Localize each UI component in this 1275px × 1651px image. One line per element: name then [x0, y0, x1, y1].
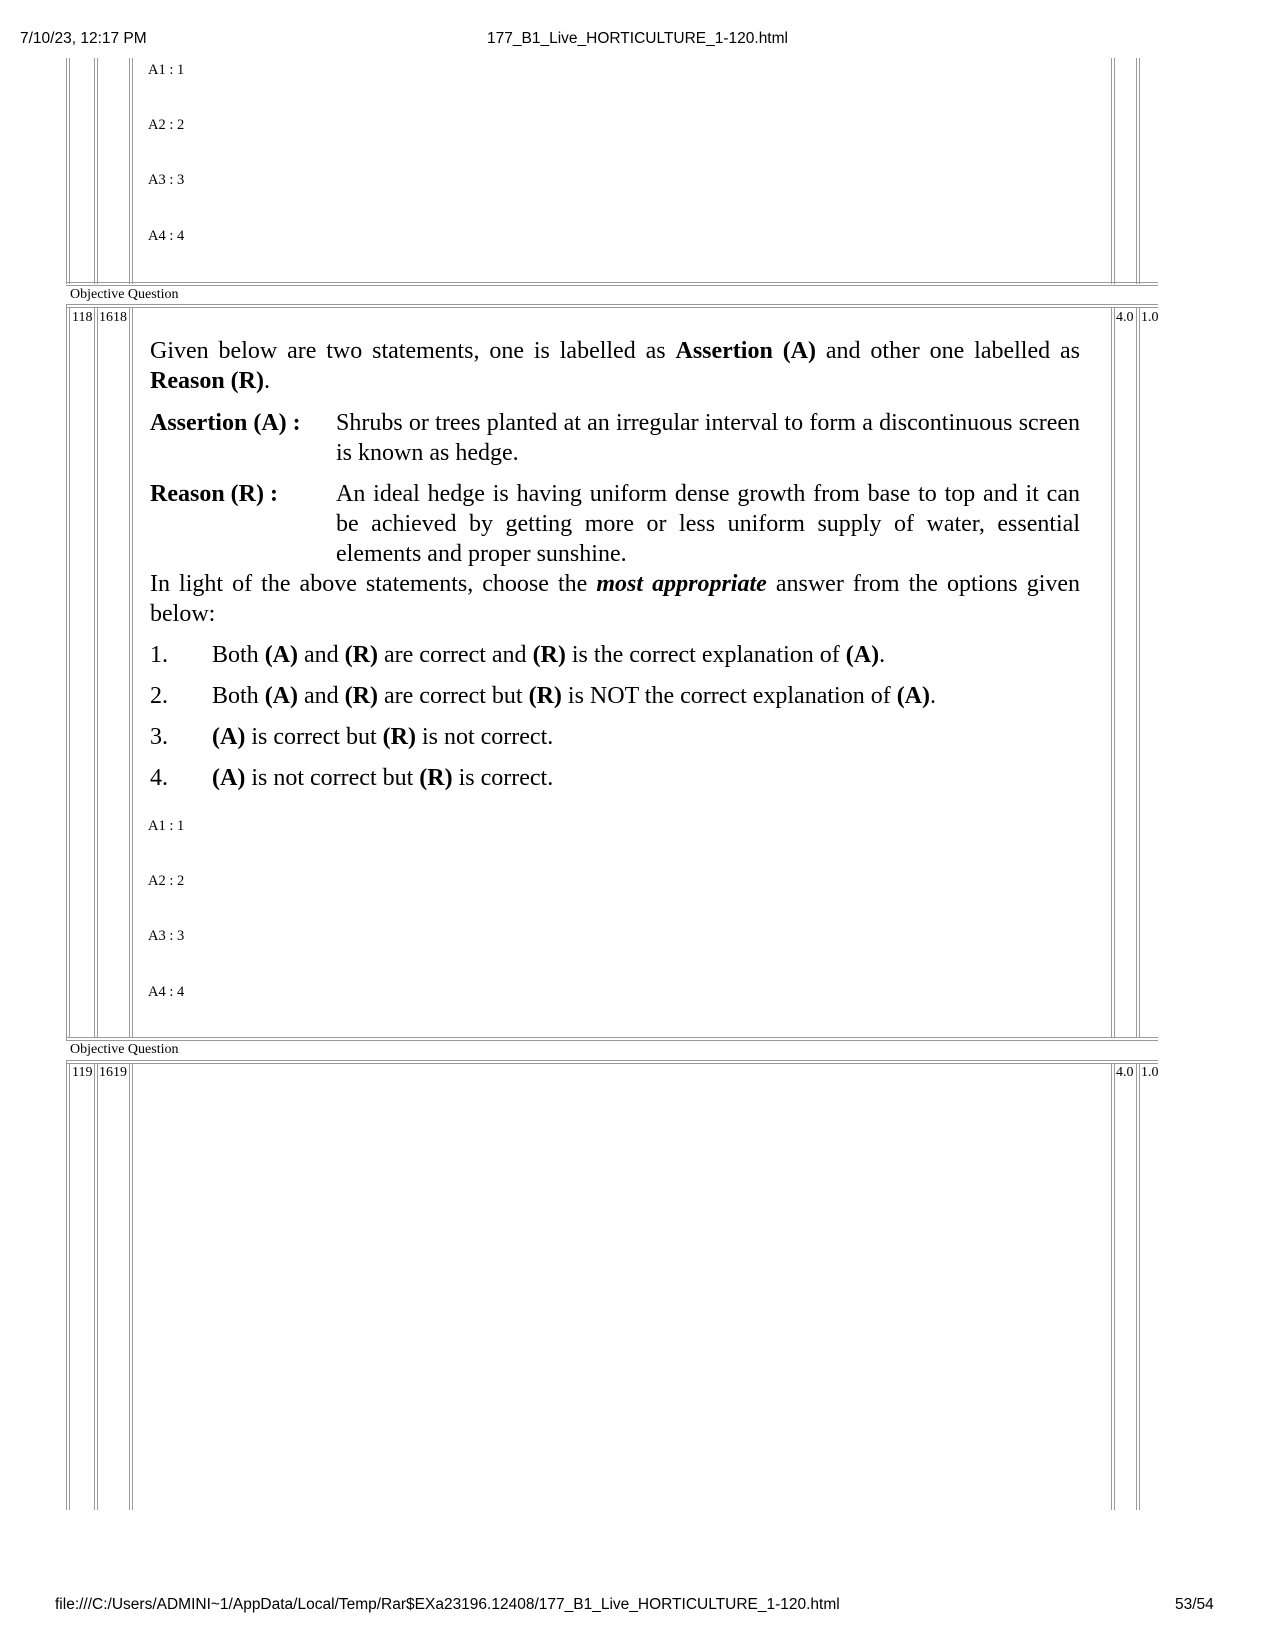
question-intro: Given below are two statements, one is labelled as Assertion (A) and other one labelled as Reason (R). — [150, 338, 1081, 394]
frame-line — [1139, 1063, 1140, 1510]
frame-line — [66, 304, 1158, 305]
frame-line — [129, 1063, 130, 1510]
serial-number: 119 — [72, 1065, 93, 1080]
frame-line — [94, 1063, 95, 1510]
frame-line — [69, 58, 70, 284]
frame-line — [66, 58, 67, 284]
print-datetime: 7/10/23, 12:17 PM — [20, 30, 147, 47]
question-type-label: Objective Question — [70, 287, 179, 302]
file-path: file:///C:/Users/ADMINI~1/AppData/Local/Temp/Rar$EXa23196.12408/177_B1_Live_HORTICULTURE_1-120.html — [55, 1596, 840, 1613]
question-id: 1618 — [99, 310, 127, 325]
frame-line — [1136, 58, 1137, 284]
reason-text: An ideal hedge is having uniform dense growth from base to top and it can be achieved by getting more or less uniform supply of water, essential elements and proper sunshine. — [336, 481, 1080, 567]
frame-line — [1111, 307, 1112, 1037]
question-type-label: Objective Question — [70, 1042, 179, 1057]
marks: 4.0 — [1116, 310, 1134, 325]
print-header — [0, 30, 1275, 50]
answer-option: A3 : 3 — [148, 928, 185, 944]
question-id: 1619 — [99, 1065, 127, 1080]
answer-option: A3 : 3 — [148, 172, 185, 188]
frame-line — [66, 304, 67, 1040]
frame-line — [66, 1037, 1158, 1038]
print-doc-title: 177_B1_Live_HORTICULTURE_1-120.html — [487, 30, 788, 47]
frame-line — [132, 1063, 133, 1510]
instruction: In light of the above statements, choose the most appropriate answer from the options given below: — [150, 571, 1081, 627]
frame-line — [97, 1063, 98, 1510]
frame-line — [66, 1063, 1158, 1064]
frame-line — [1114, 1063, 1115, 1510]
frame-line — [1111, 58, 1112, 284]
option-4: 4. (A) is not correct but (R) is correct. — [150, 765, 554, 791]
answer-option: A1 : 1 — [148, 818, 185, 834]
option-3: 3. (A) is correct but (R) is not correct. — [150, 724, 554, 750]
frame-line — [1111, 1063, 1112, 1510]
page-number: 53/54 — [1175, 1596, 1214, 1613]
frame-line — [132, 307, 133, 1037]
serial-number: 118 — [72, 310, 93, 325]
answer-option: A4 : 4 — [148, 228, 185, 244]
frame-line — [69, 307, 70, 1037]
option-1: 1. Both (A) and (R) are correct and (R) is the correct explanation of (A). — [150, 642, 886, 668]
assertion-text: Shrubs or trees planted at an irregular interval to form a discontinuous screen is known as hedge. — [336, 410, 1080, 466]
print-footer — [0, 1596, 1275, 1616]
frame-line — [97, 58, 98, 284]
marks: 4.0 — [1116, 1065, 1134, 1080]
frame-line — [66, 1060, 1158, 1061]
option-list — [150, 640, 1080, 793]
frame-line — [94, 58, 95, 284]
frame-line — [129, 58, 130, 284]
negative-marks: 1.0 — [1141, 1065, 1158, 1080]
answer-option: A2 : 2 — [148, 873, 185, 889]
frame-line — [1136, 307, 1137, 1037]
frame-line — [1136, 1063, 1137, 1510]
reason — [150, 479, 1080, 569]
assertion-label: Assertion (A) : — [150, 410, 301, 436]
frame-line — [66, 282, 1158, 283]
question-body — [150, 336, 1080, 793]
option-2: 2. Both (A) and (R) are correct but (R) is NOT the correct explanation of (A). — [150, 683, 937, 709]
frame-line — [1139, 307, 1140, 1037]
frame-line — [66, 307, 1158, 308]
frame-line — [69, 1063, 70, 1510]
answer-option: A2 : 2 — [148, 117, 185, 133]
frame-line — [1114, 58, 1115, 284]
frame-line — [66, 1040, 1158, 1041]
frame-line — [97, 307, 98, 1037]
frame-line — [1114, 307, 1115, 1037]
assertion — [150, 408, 1080, 468]
frame-line — [1139, 58, 1140, 284]
frame-line — [129, 307, 130, 1037]
frame-line — [132, 58, 133, 284]
negative-marks: 1.0 — [1141, 310, 1158, 325]
frame-line — [66, 285, 1158, 286]
answer-option: A1 : 1 — [148, 62, 185, 78]
frame-line — [66, 1060, 67, 1510]
frame-line — [94, 307, 95, 1037]
reason-label: Reason (R) : — [150, 481, 278, 507]
answer-option: A4 : 4 — [148, 984, 185, 1000]
